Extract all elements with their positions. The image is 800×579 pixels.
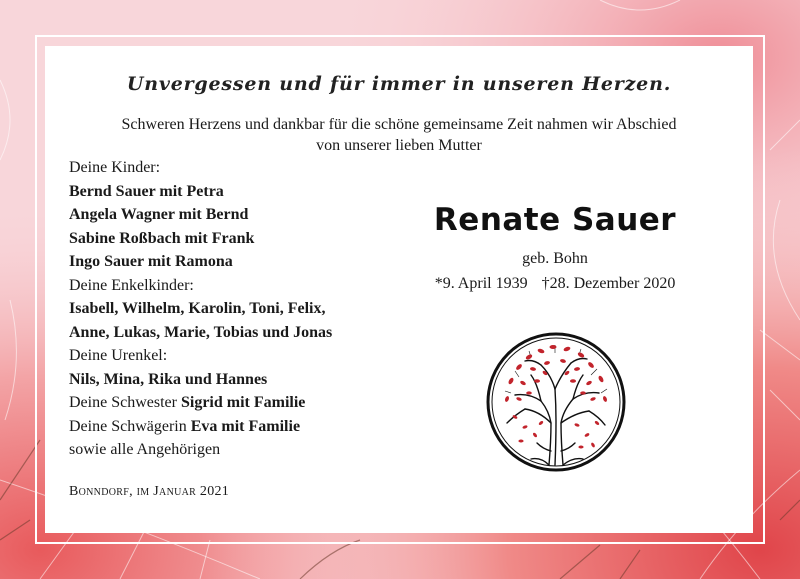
relatives-line: sowie alle Angehörigen [69, 441, 221, 458]
sisterinlaw-name: Eva mit Familie [190, 417, 301, 435]
mourners-list [69, 156, 399, 462]
child-entry: Sabine Roßbach mit Frank [69, 229, 255, 247]
sister-name: Sigrid mit Familie [180, 394, 306, 411]
sister-line [69, 391, 399, 415]
intro-text [45, 114, 753, 156]
greatgrandchildren-line: Nils, Mina, Rika und Hannes [69, 370, 268, 388]
birth-date: *9. April 1939 [434, 275, 528, 292]
obituary-card [45, 46, 753, 533]
intro-line-1: Schweren Herzens und dankbar für die schöne gemeinsame Zeit nahmen wir Abschied [121, 116, 677, 133]
maiden-name: geb. Bohn [522, 250, 588, 267]
sister-prefix: Deine Schwester [69, 394, 177, 411]
tree-of-life-icon [485, 331, 627, 473]
child-entry: Ingo Sauer mit Ramona [69, 253, 233, 270]
sisterinlaw-line [69, 415, 399, 439]
headline: Unvergessen und für immer in unseren Herzen. [126, 73, 672, 95]
death-date: †28. Dezember 2020 [541, 275, 676, 292]
place-and-date: Bonndorf, im Januar 2021 [69, 484, 230, 499]
child-entry: Bernd Sauer mit Petra [69, 182, 224, 200]
life-dates [415, 275, 695, 293]
grandchildren-line: Anne, Lukas, Marie, Tobias und Jonas [69, 323, 333, 341]
greatgrandchildren-label: Deine Urenkel: [69, 347, 168, 364]
children-label: Deine Kinder: [69, 159, 161, 176]
grandchildren-label: Deine Enkelkinder: [69, 276, 194, 294]
intro-line-2: von unserer lieben Mutter [316, 137, 482, 154]
deceased-name: Renate Sauer [433, 202, 677, 238]
sisterinlaw-prefix: Deine Schwägerin [69, 417, 187, 435]
child-entry: Angela Wagner mit Bernd [69, 206, 249, 223]
grandchildren-line: Isabell, Wilhelm, Karolin, Toni, Felix, [69, 300, 326, 317]
